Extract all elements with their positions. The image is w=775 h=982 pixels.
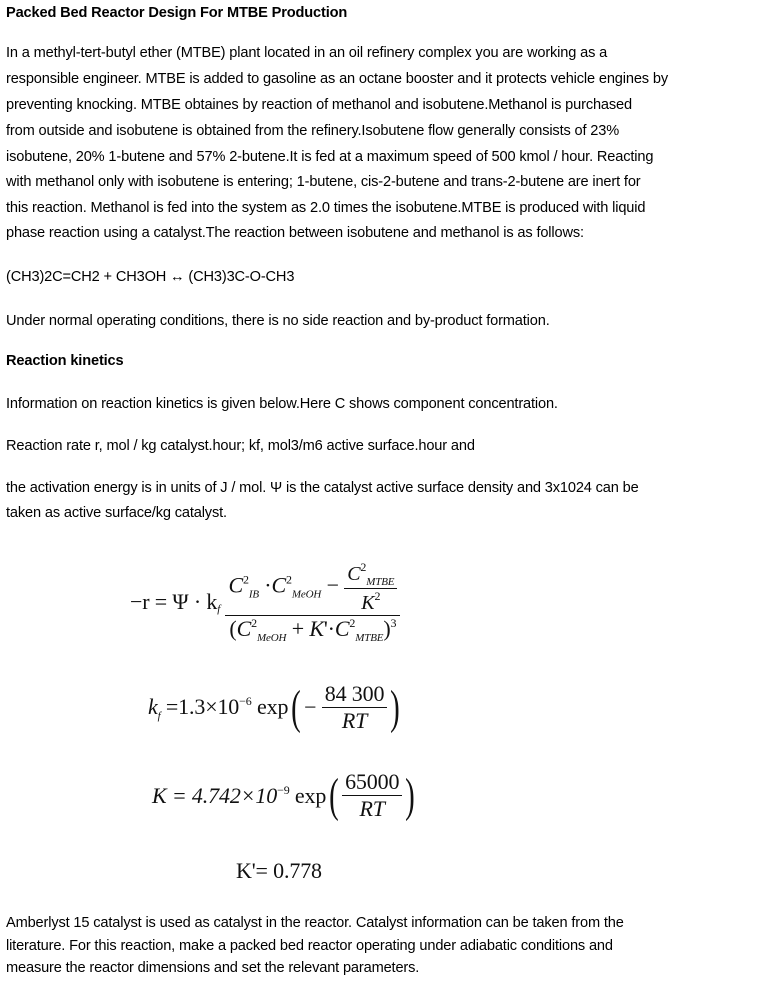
closing-line: literature. For this reaction, make a packed bed reactor operating under adiabatic conditions and — [6, 938, 613, 954]
rt-term: RT — [359, 796, 385, 821]
intro-line: from outside and isobutene is obtained from the refinery.Isobutene flow generally consists of 23% — [6, 123, 620, 139]
intro-line: phase reaction using a catalyst.The reaction between isobutene and methanol is as follows: — [6, 225, 584, 241]
kf-constant: =1.3×10 — [165, 693, 240, 719]
reaction-equation: (CH3)2C=CH2 + CH3OH ↔ (CH3)3C-O-CH3 — [6, 269, 295, 285]
intro-line: preventing knocking. MTBE obtaines by reaction of methanol and isobutene.Methanol is purchased — [6, 97, 632, 113]
kf-equation: $k_f =1.3\times 10^{-6}$ exp( − $\frac{84 300}{RT}$ ) — [148, 681, 401, 734]
rt-term: RT — [341, 708, 368, 733]
k-prime-equation: K'= 0.778 — [236, 858, 322, 883]
rate-units: Reaction rate r, mol / kg catalyst.hour; kf, mol3/m6 active surface.hour and — [6, 438, 475, 454]
closing-line: measure the reactor dimensions and set the relevant parameters. — [6, 960, 420, 976]
k-equation: $K = 4.742\times 10^{-9}$ exp( $\frac{65000}{RT}$ ) — [152, 769, 416, 822]
intro-line: In a methyl-tert-butyl ether (MTBE) plant located in an oil refinery complex you are working as a — [6, 45, 608, 61]
k-constant: K = 4.742×10 — [152, 782, 278, 808]
intro-line: this reaction. Methanol is fed into the system as 2.0 times the isobutene.MTBE is produced with liquid — [6, 200, 646, 216]
closing-line: Amberlyst 15 catalyst is used as catalyst in the reactor. Catalyst information can be taken from the — [6, 915, 624, 931]
k-energy: 65000 — [342, 769, 402, 796]
k-exponent: −9 — [277, 782, 290, 797]
intro-line: responsible engineer. MTBE is added to gasoline as an octane booster and it protects vehicle engines by — [6, 71, 668, 87]
kf-activation-energy: 84 300 — [322, 681, 388, 708]
kinetics-info: Information on reaction kinetics is given below.Here C shows component concentration. — [6, 396, 558, 412]
intro-line: with methanol only with isobutene is entering; 1-butene, cis-2-butene and trans-2-butene are inert for — [6, 174, 641, 190]
no-side-reaction-text: Under normal operating conditions, there is no side reaction and by-product formation. — [6, 313, 550, 329]
kf-exponent: −6 — [239, 693, 252, 708]
rate-lhs: −r = Ψ · k — [130, 589, 218, 614]
rate-equation: $-r = \Psi \cdot k_f$ $C^2_{IB} \cdot C^2_{MeOH}$ − $\frac{C^2_{MTBE}}{K^2}$ $(C^2_{MeOH} + K'\cdot C^2_{MTBE})^3$ — [130, 560, 400, 644]
intro-line: isobutene, 20% 1-butene and 57% 2-butene.It is fed at a maximum speed of 500 kmol / hour. Reacting — [6, 149, 654, 165]
document-title: Packed Bed Reactor Design For MTBE Production — [6, 5, 348, 21]
activation-line: the activation energy is in units of J / mol. Ψ is the catalyst active surface density and 3x1024 can be — [6, 480, 639, 496]
activation-line: taken as active surface/kg catalyst. — [6, 505, 227, 521]
kinetics-heading: Reaction kinetics — [6, 353, 124, 369]
